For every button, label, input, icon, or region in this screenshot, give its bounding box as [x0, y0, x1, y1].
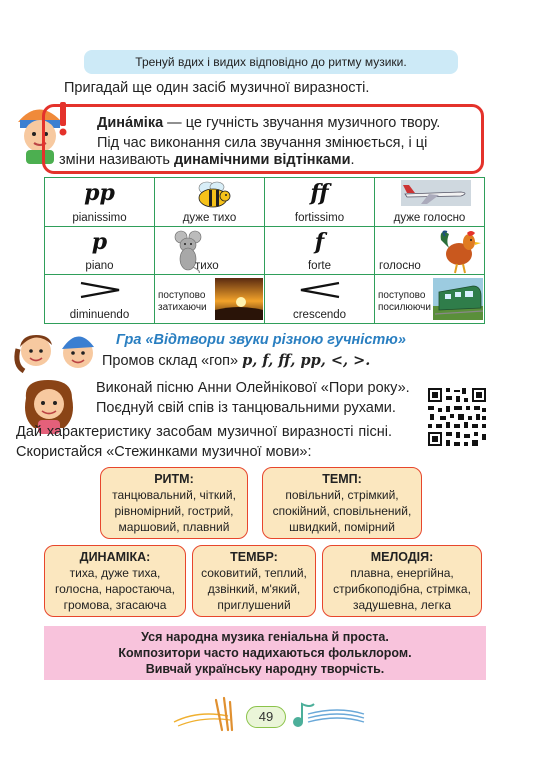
dynamic-label: fortissimo [294, 211, 345, 224]
cell-crescendo [265, 275, 375, 324]
diminuendo-hairpin-icon [79, 281, 121, 299]
song-line-2: Поєднуй свій спів із танцювальними рухами. [96, 400, 396, 416]
dynamic-label: дуже голосно [393, 211, 466, 224]
dynamic-label: diminuendo [69, 309, 130, 322]
cell-very-quiet [155, 178, 265, 227]
dynamic-label: дуже тихо [182, 211, 237, 224]
dynamic-label: forte [307, 260, 331, 273]
dynamics-table [44, 177, 485, 324]
melody-box: МЕЛОДІЯ: плавна, енергійна, стрибкоподібна, стрімка, задушевна, легка [322, 545, 482, 617]
box-title: ДИНАМІКА: [79, 550, 151, 564]
sunset-icon [215, 278, 263, 320]
cell-gradually-growing [375, 275, 485, 324]
rhythm-box: РИТМ: танцювальний, чіткий, рівномірний, гострий, маршовий, плавний [100, 467, 248, 539]
definition-line3: зміни називають динамічними відтінками. [59, 152, 355, 168]
dynamic-symbol: pp [84, 180, 115, 206]
bee-icon [193, 180, 233, 208]
intro-text: Пригадай ще один засіб музичної виразності. [64, 80, 370, 96]
dynamic-label: тихо [195, 260, 219, 273]
dynamics-box: ДИНАМІКА: тиха, дуже тиха, голосна, наростаюча, громова, згасаюча [44, 545, 186, 617]
airplane-icon [401, 180, 471, 206]
dynamic-symbol: ff [310, 180, 329, 206]
cell-very-loud [375, 178, 485, 227]
crescendo-hairpin-icon [299, 281, 341, 299]
dynamic-symbol: f [314, 228, 325, 255]
rooster-icon [439, 228, 483, 274]
split-label: поступово посилюючи [378, 290, 431, 314]
cell-diminuendo [45, 275, 155, 324]
song-line-1: Виконай пісню Анни Олейнікової «Пори року». [96, 380, 410, 396]
dynamic-label: piano [85, 260, 114, 273]
cell-ff [265, 178, 375, 227]
page-number: 49 [246, 706, 286, 728]
definition-box [42, 104, 484, 174]
table-row [45, 226, 485, 275]
train-icon [433, 278, 483, 320]
box-title: ТЕМБР: [230, 550, 278, 564]
definition-text: Дина́міка — це гучність звучання музичного твору. Під час виконання сила звучання змінюється, і ці [97, 115, 441, 151]
timbre-box: ТЕМБР: соковитий, теплий, дзвінкий, м'який, приглушений [192, 545, 316, 617]
cell-pp [45, 178, 155, 227]
game-title: Гра «Відтвори звуки різною гучністю» [116, 332, 406, 348]
cell-loud [375, 226, 485, 275]
table-row [45, 275, 485, 324]
box-title: РИТМ: [154, 472, 194, 486]
tempo-box: ТЕМП: повільний, стрімкий, спокійний, сповільнений, швидкий, помірний [262, 467, 422, 539]
split-label: поступово затихаючи [158, 290, 207, 314]
cell-p [45, 226, 155, 275]
dynamic-label: голосно [379, 260, 421, 273]
qr-code-icon[interactable] [426, 386, 488, 448]
dynamic-symbol: p [91, 228, 108, 255]
term: Дина́міка [97, 115, 164, 131]
cell-quiet [155, 226, 265, 275]
table-row [45, 178, 485, 227]
dynamic-label: pianissimo [72, 211, 127, 224]
game-instruction: Промов склад «гоп» p, f, ff, pp, <, >. [102, 352, 371, 369]
dynamic-label: crescendo [292, 309, 347, 322]
song-line-3: Дай характеристику засобам музичної виразності пісні. Скористайся «Стежинками музичної мови»: [16, 424, 392, 460]
instruction-banner: Тренуй вдих і видих відповідно до ритму музики. [84, 50, 458, 74]
cell-gradually-fading [155, 275, 265, 324]
folk-music-quote: Уся народна музика геніальна й проста. Композитори часто надихаються фольклором. Вивчай українську народну творчість. [44, 626, 486, 680]
box-title: МЕЛОДІЯ: [370, 550, 434, 564]
two-kids-icon [10, 325, 110, 375]
cell-f [265, 226, 375, 275]
box-title: ТЕМП: [322, 472, 362, 486]
